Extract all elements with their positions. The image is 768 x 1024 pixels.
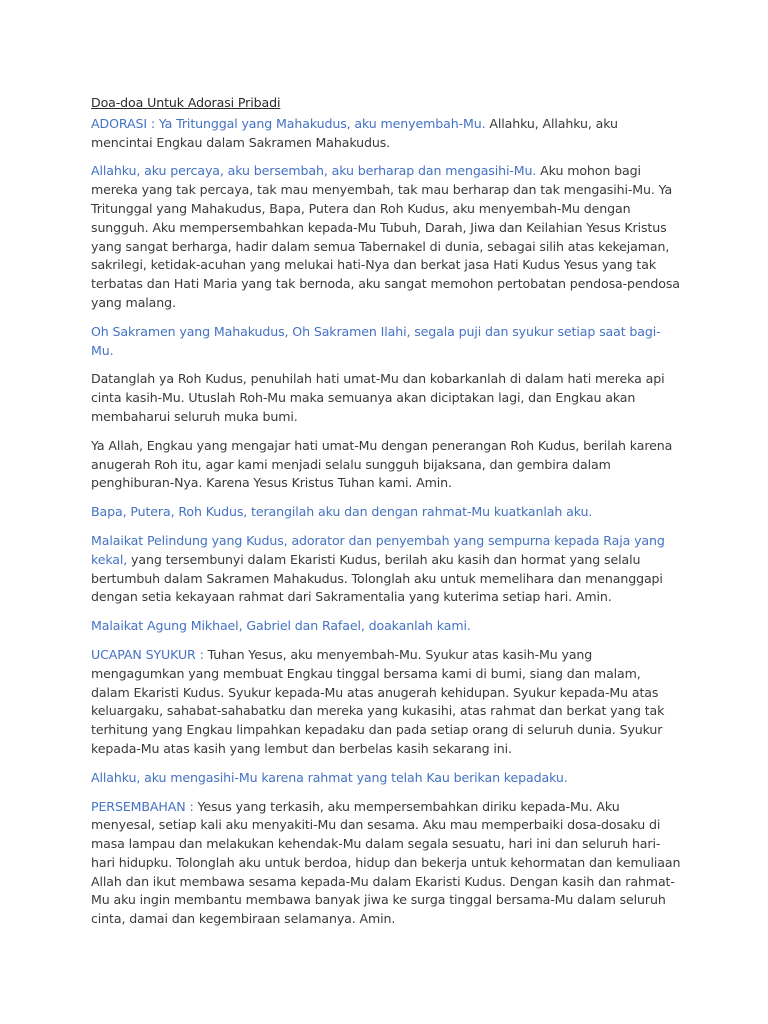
document-body [91,94,681,939]
paragraph-body: Yesus yang terkasih, aku mempersembahkan diriku kepada-Mu. Aku menyesal, setiap kali aku menyakiti-Mu dan sesama. Aku mau memperbaiki dosa-dosaku di masa lampau dan melakukan kehendak-Mu dalam segala sesuatu, hari ini dan seluruh hari-hari hidupku. Tolonglah aku untuk berdoa, hidup dan bekerja untuk kehormatan dan kemuliaan Allah dan ikut membawa sesama kepada-Mu dalam Ekaristi Kudus. Dengan kasih dan rahmat-Mu aku ingin membantu membawa banyak jiwa ke surga tinggal bersama-Mu dalam seluruh cinta, damai dan kegembiraan selamanya. Amin. [91,798,681,927]
paragraph-malaikat-pelindung [91,532,681,607]
paragraph-roh-kudus [91,370,681,426]
document-title: Doa-doa Untuk Adorasi Pribadi [91,95,281,110]
paragraph-body: yang tersembunyi dalam Ekaristi Kudus, berilah aku kasih dan hormat yang selalu bertumbuh dalam Sakramen Mahakudus. Tolonglah aku untuk memelihara dan menanggapi dengan setia kekayaan rahmat dari Sakramentalia yang kuterima setiap hari. Amin. [91,551,663,605]
paragraph-bapa-putera [91,503,681,522]
paragraph-lead: Malaikat Agung Mikhael, Gabriel dan Rafael, doakanlah kami. [91,618,471,634]
paragraph-lead: Allahku, aku percaya, aku bersembah, aku berharap dan mengasihi-Mu. [91,163,537,179]
paragraph-body: Aku mohon bagi mereka yang tak percaya, tak mau menyembah, tak mau berharap dan tak mengasihi-Mu. Ya Tritunggal yang Mahakudus, Bapa, Putera dan Roh Kudus, aku menyembah-Mu dengan sungguh. Aku mempersembahkan kepada-Mu Tubuh, Darah, Jiwa dan Keilahian Yesus Kristus yang sangat berharga, hadir dalam semua Tabernakel di dunia, sebagai silih atas kekejaman, sakrilegi, ketidak-acuhan yang melukai hati-Nya dan berkat jasa Hati Kudus Yesus yang tak terbatas dan Hati Maria yang tak bernoda, aku sangat memohon pertobatan pendosa-pendosa yang malang. [91,163,680,310]
paragraph-lead: UCAPAN SYUKUR : [91,646,204,662]
paragraph-allahku-mengasihi [91,769,681,788]
paragraph-body: Tuhan Yesus, aku menyembah-Mu. Syukur atas kasih-Mu yang mengagumkan yang membuat Engkau tinggal bersama kami di bumi, siang dan malam, dalam Ekaristi Kudus. Syukur kepada-Mu atas anugerah kehidupan. Syukur kepada-Mu atas keluargaku, sahabat-sahabatku dan mereka yang kukasihi, atas rahmat dan berkat yang tak terhitung yang Engkau limpahkan kepadaku dan pada setiap orang di seluruh dunia. Syukur kepada-Mu atas kasih yang lembut dan berbelas kasih sekarang ini. [91,646,665,756]
paragraph-ucapan-syukur [91,646,681,759]
paragraph-lead: ADORASI : Ya Tritunggal yang Mahakudus, aku menyembah-Mu. [91,115,486,131]
paragraph-malaikat-agung [91,617,681,636]
paragraph-ya-allah [91,437,681,493]
paragraph-body: Ya Allah, Engkau yang mengajar hati umat-Mu dengan penerangan Roh Kudus, berilah karena anugerah Roh itu, agar kami menjadi selalu sungguh bijaksana, dan gembira dalam penghiburan-Nya. Karena Yesus Kristus Tuhan kami. Amin. [91,437,673,491]
paragraph-lead: Malaikat Pelindung yang Kudus, adorator dan penyembah yang sempurna kepada Raja yang kekal, [91,532,665,567]
paragraph-lead: Oh Sakramen yang Mahakudus, Oh Sakramen Ilahi, segala puji dan syukur setiap saat bagi-Mu. [91,323,661,358]
paragraph-body: Allahku, Allahku, aku mencintai Engkau dalam Sakramen Mahakudus. [91,115,618,150]
paragraph-allahku-percaya [91,162,681,312]
paragraph-lead: PERSEMBAHAN : [91,798,194,814]
paragraph-adorasi [91,115,681,153]
paragraph-body: Datanglah ya Roh Kudus, penuhilah hati umat-Mu dan kobarkanlah di dalam hati mereka api cinta kasih-Mu. Utuslah Roh-Mu maka semuanya akan diciptakan lagi, dan Engkau akan membaharui seluruh muka bumi. [91,371,665,424]
paragraph-persembahan [91,798,681,930]
paragraph-lead: Allahku, aku mengasihi-Mu karena rahmat yang telah Kau berikan kepadaku. [91,769,568,785]
paragraph-lead: Bapa, Putera, Roh Kudus, terangilah aku dan dengan rahmat-Mu kuatkanlah aku. [91,504,593,520]
paragraph-sakramen [91,323,681,361]
